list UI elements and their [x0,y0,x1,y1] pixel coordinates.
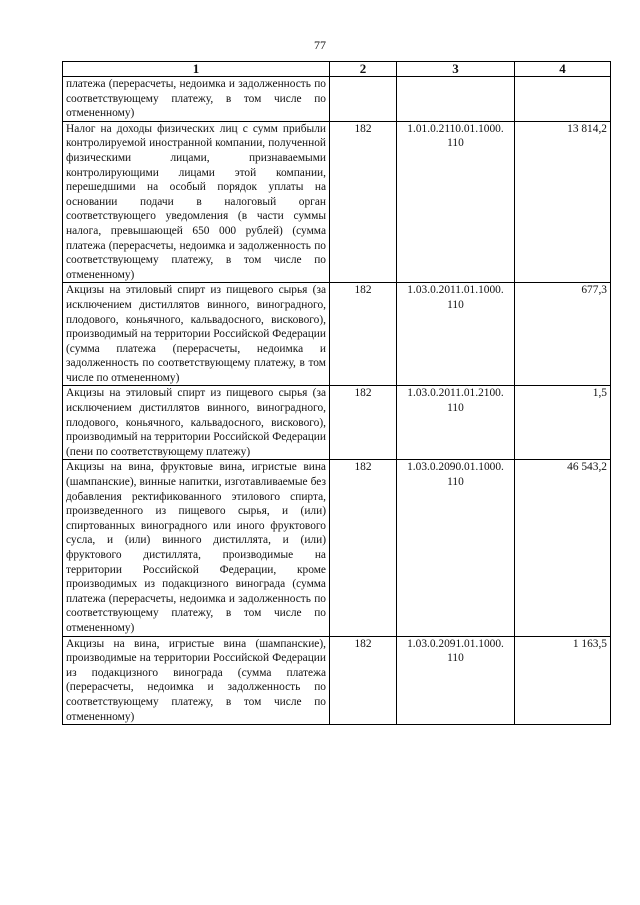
row-description: платежа (перерасчеты, недоимка и задолженность по соответствующему платежу, в том числе по отмененному) [63,77,330,122]
table-row [63,283,611,386]
row-amount [515,77,611,122]
revenue-table [62,61,611,725]
row-description: Акцизы на этиловый спирт из пищевого сырья (за исключением дистиллятов винного, виноградного, плодового, коньячного, кальвадосного, вискового), производимый на территории Российской Федерации (пени по соответствующему платежу) [63,386,330,460]
row-admin-code: 182 [330,460,397,636]
column-header-1: 1 [63,62,330,77]
column-header-4: 4 [515,62,611,77]
row-kbk-code: 1.03.0.2091.01.1000. 110 [397,636,515,725]
page-number: 77 [314,38,326,52]
table-row [63,460,611,636]
row-admin-code: 182 [330,283,397,386]
row-kbk-code: 1.01.0.2110.01.1000. 110 [397,121,515,283]
row-kbk-code: 1.03.0.2011.01.1000. 110 [397,283,515,386]
row-amount: 1 163,5 [515,636,611,725]
row-admin-code [330,77,397,122]
row-admin-code: 182 [330,121,397,283]
table-row [63,386,611,460]
row-description: Акцизы на этиловый спирт из пищевого сырья (за исключением дистиллятов винного, виноградного, плодового, коньячного, кальвадосного, вискового), производимый на территории Российской Федерации (сумма платежа (перерасчеты, недоимка и задолженность по соответствующему платежу, в том числе по отмененному) [63,283,330,386]
row-kbk-code: 1.03.0.2090.01.1000. 110 [397,460,515,636]
row-amount: 1,5 [515,386,611,460]
table-row [63,636,611,725]
row-admin-code: 182 [330,386,397,460]
row-kbk-code: 1.03.0.2011.01.2100. 110 [397,386,515,460]
row-kbk-code [397,77,515,122]
row-description: Акцизы на вина, игристые вина (шампанские), производимые на территории Российской Федерации из подакцизного винограда (сумма платежа (перерасчеты, недоимка и задолженность по соответствующему платежу, в том числе по отмененному) [63,636,330,725]
row-amount: 677,3 [515,283,611,386]
row-admin-code: 182 [330,636,397,725]
table-header-row [63,62,611,77]
column-header-3: 3 [397,62,515,77]
table-row [63,77,611,122]
row-amount: 13 814,2 [515,121,611,283]
column-header-2: 2 [330,62,397,77]
row-description: Акцизы на вина, фруктовые вина, игристые вина (шампанские), винные напитки, изготавливаемые без добавления ректификованного этилового спирта, произведенного из пищевого сырья, и (или) спиртованных виноградного или иного фруктового сусла, и (или) винного дистиллята, и (или) фруктового дистиллята, производимые на территории Российской Федерации, кроме производимых из подакцизного винограда (сумма платежа (перерасчеты, недоимка и задолженность по соответствующему платежу, в том числе по отмененному) [63,460,330,636]
row-amount: 46 543,2 [515,460,611,636]
row-description: Налог на доходы физических лиц с сумм прибыли контролируемой иностранной компании, полученной физическими лицами, признаваемыми контролирующими лицами этой компании, перешедшими на особый порядок уплаты на основании подачи в налоговый орган соответствующего уведомления (в части суммы налога, превышающей 650 000 рублей) (сумма платежа (перерасчеты, недоимка и задолженность по соответствующему платежу, в том числе по отмененному) [63,121,330,283]
table-row [63,121,611,283]
